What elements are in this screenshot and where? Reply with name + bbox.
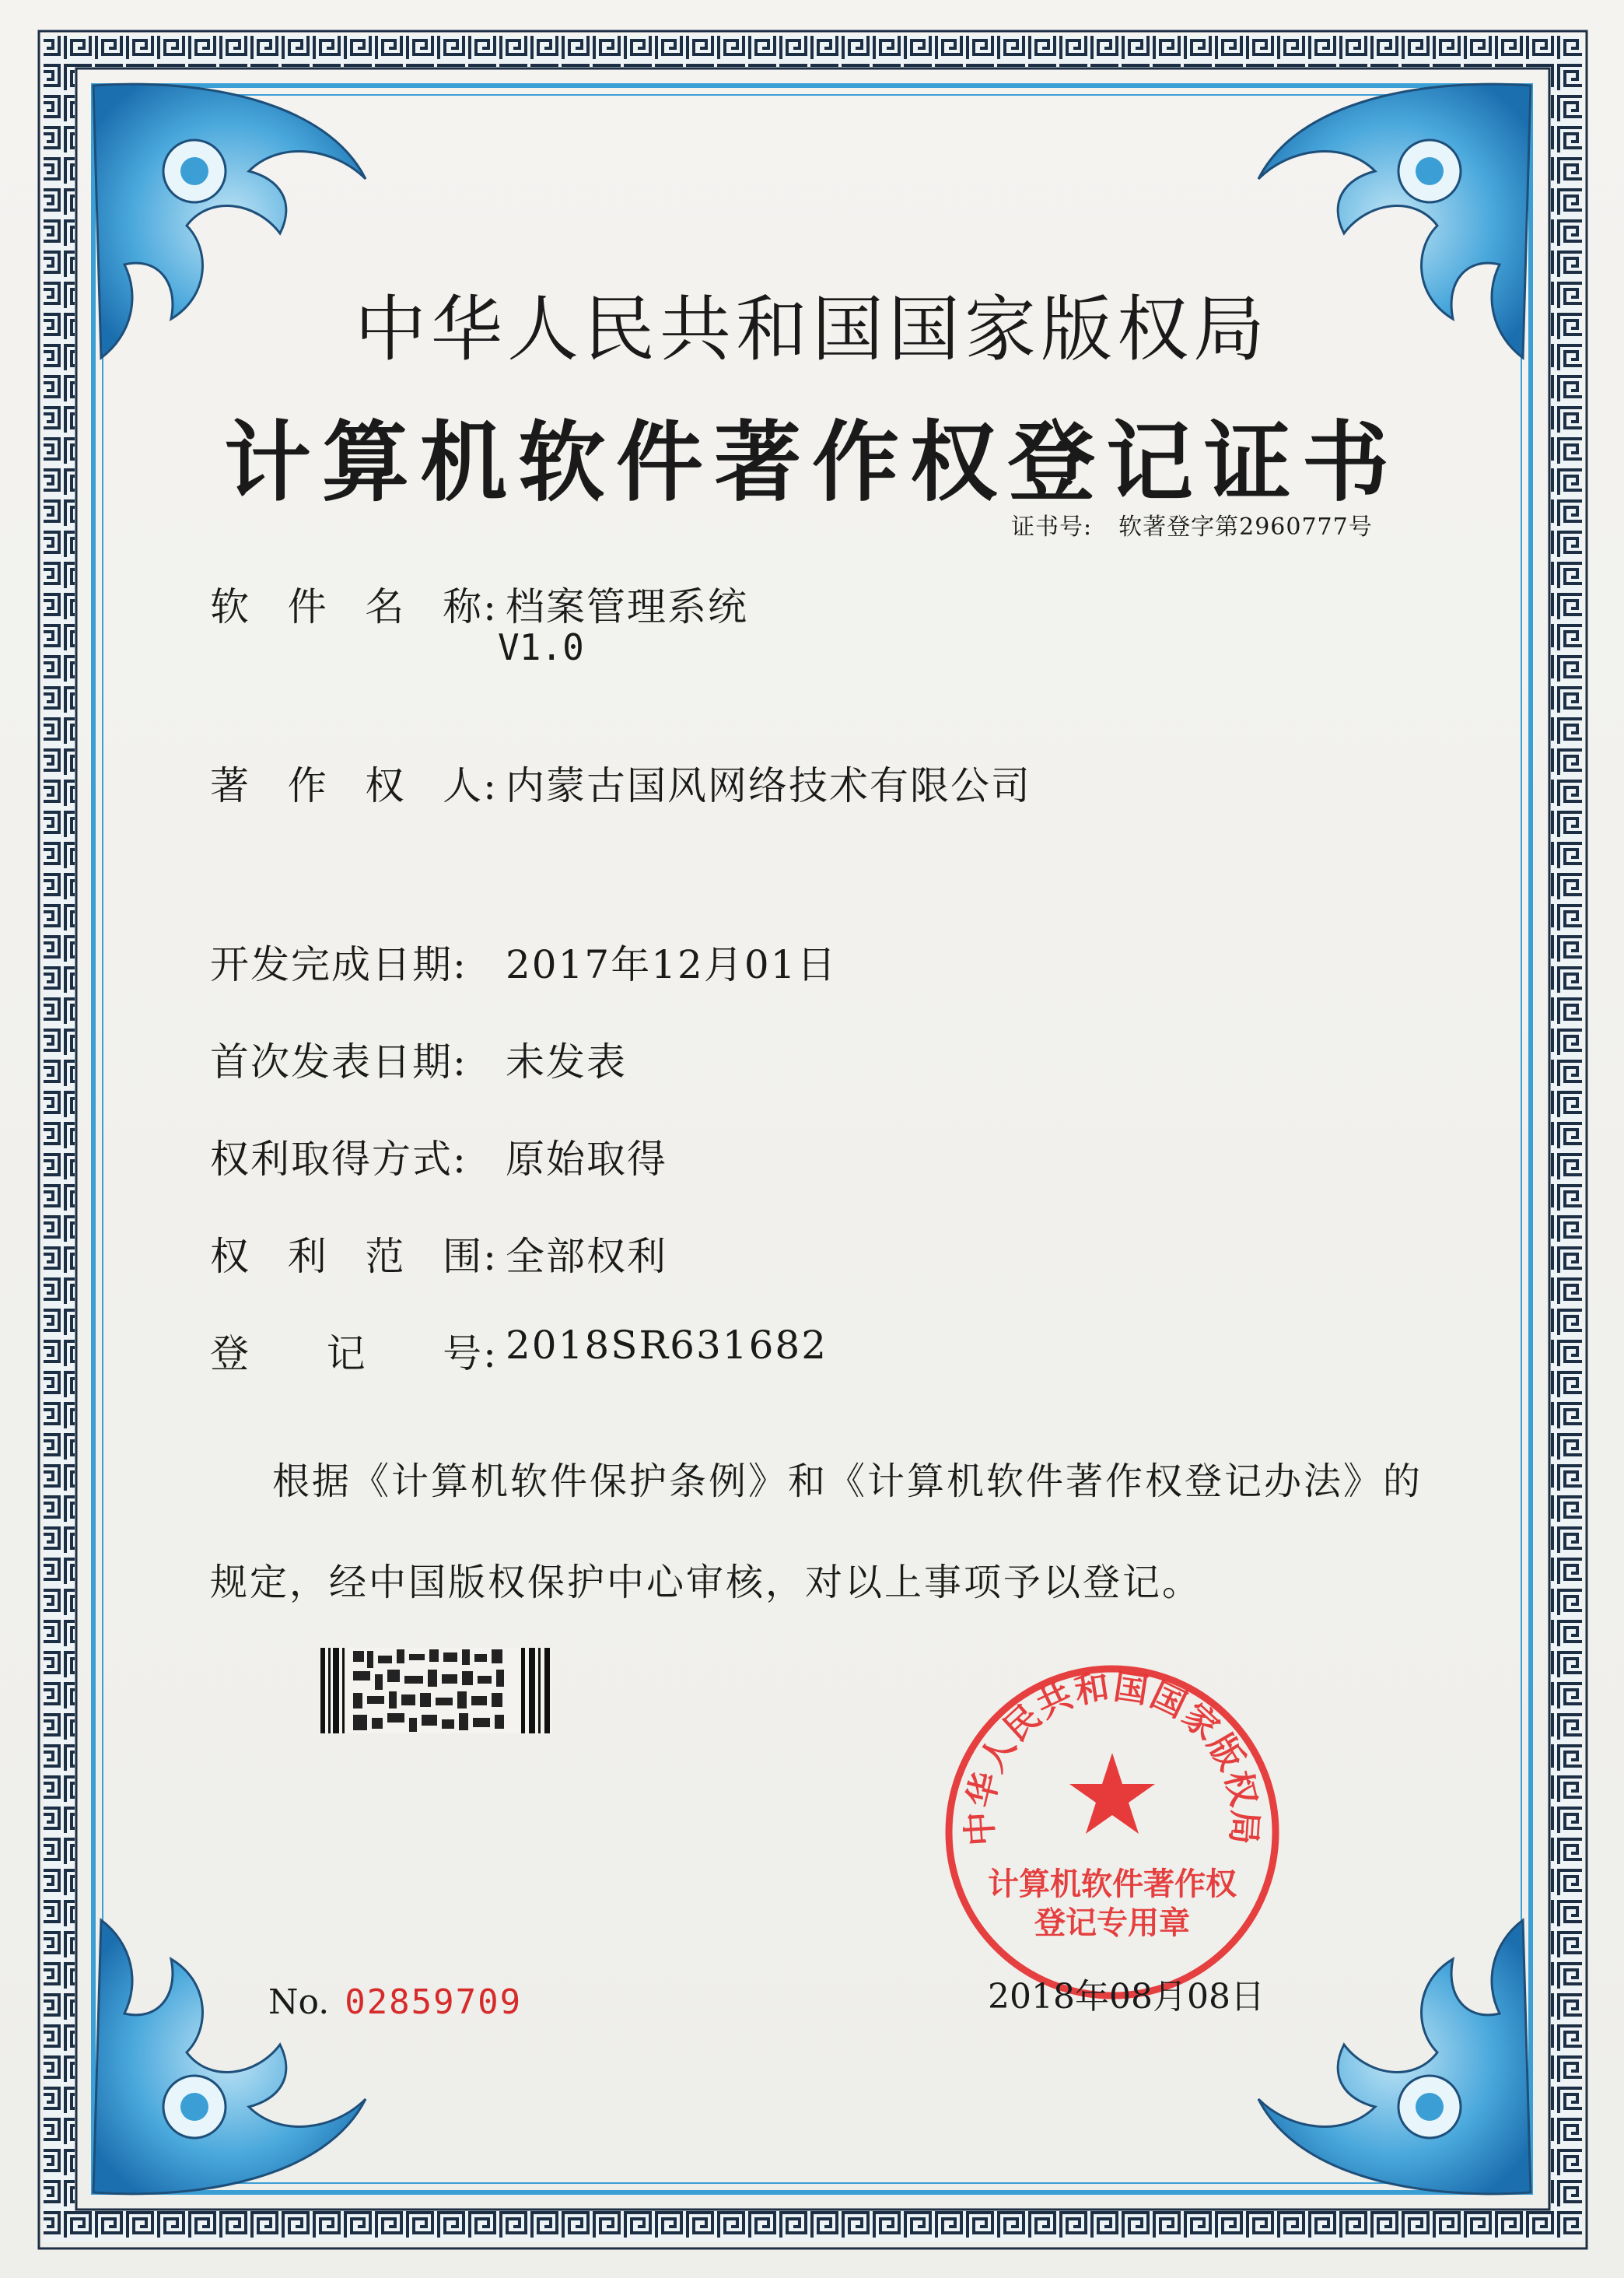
scope-value: 全部权利 bbox=[506, 1234, 667, 1279]
owner-value: 内蒙古国风网络技术有限公司 bbox=[506, 763, 1031, 808]
dev-date-label: 开发完成日期: bbox=[210, 942, 467, 987]
certificate-number-value: 软著登字第2960777号 bbox=[1118, 513, 1373, 541]
seal-inner-line-1: 计算机软件著作权 bbox=[988, 1866, 1237, 1902]
software-version: V1.0 bbox=[498, 626, 584, 668]
reg-no-value: 2018SR631682 bbox=[506, 1323, 828, 1368]
software-name-label: 软 件 名 称: bbox=[210, 584, 498, 629]
seal-inner-line-2: 登记专用章 bbox=[1034, 1905, 1190, 1941]
pub-date-value: 未发表 bbox=[506, 1039, 627, 1085]
field-acquire bbox=[210, 1128, 667, 1184]
certificate-number bbox=[1011, 507, 1373, 541]
statement-line-1: 根据《计算机软件保护条例》和《计算机软件著作权登记办法》的 bbox=[272, 1460, 1423, 1503]
corner-ornament-bottom-left bbox=[93, 1920, 366, 2194]
issuer-title: 中华人民共和国国家版权局 bbox=[354, 288, 1269, 371]
statement-line-2: 规定，经中国版权保护中心审核，对以上事项予以登记。 bbox=[210, 1561, 1202, 1604]
corner-ornament-bottom-right bbox=[1258, 1920, 1531, 2194]
scope-label: 权 利 范 围: bbox=[210, 1234, 498, 1279]
serial-number bbox=[268, 1982, 522, 2022]
certificate-number-label: 证书号: bbox=[1011, 513, 1093, 541]
serial-value: 02859709 bbox=[345, 1982, 523, 2022]
field-scope bbox=[210, 1225, 667, 1281]
serial-label: No. bbox=[268, 1982, 330, 2022]
field-reg-no bbox=[210, 1323, 828, 1379]
seal-outer-text: 中华人民共和国国家版权局 bbox=[959, 1666, 1265, 1848]
dev-date-value: 2017年12月01日 bbox=[506, 942, 838, 987]
pub-date-label: 首次发表日期: bbox=[210, 1039, 467, 1085]
barcode bbox=[319, 1648, 552, 1733]
owner-label: 著 作 权 人: bbox=[210, 763, 498, 808]
field-software-name bbox=[210, 576, 748, 632]
issue-date: 2018年08月08日 bbox=[988, 1977, 1265, 2017]
field-dev-date bbox=[210, 934, 838, 990]
reg-no-label: 登 记 号: bbox=[210, 1331, 498, 1376]
field-pub-date bbox=[210, 1031, 627, 1087]
acquire-label: 权利取得方式: bbox=[210, 1137, 467, 1182]
acquire-value: 原始取得 bbox=[506, 1137, 667, 1182]
field-owner bbox=[210, 755, 1031, 811]
certificate-title: 计算机软件著作权登记证书 bbox=[224, 412, 1400, 513]
software-name-value: 档案管理系统 bbox=[506, 584, 748, 629]
official-seal bbox=[941, 1661, 1283, 2003]
